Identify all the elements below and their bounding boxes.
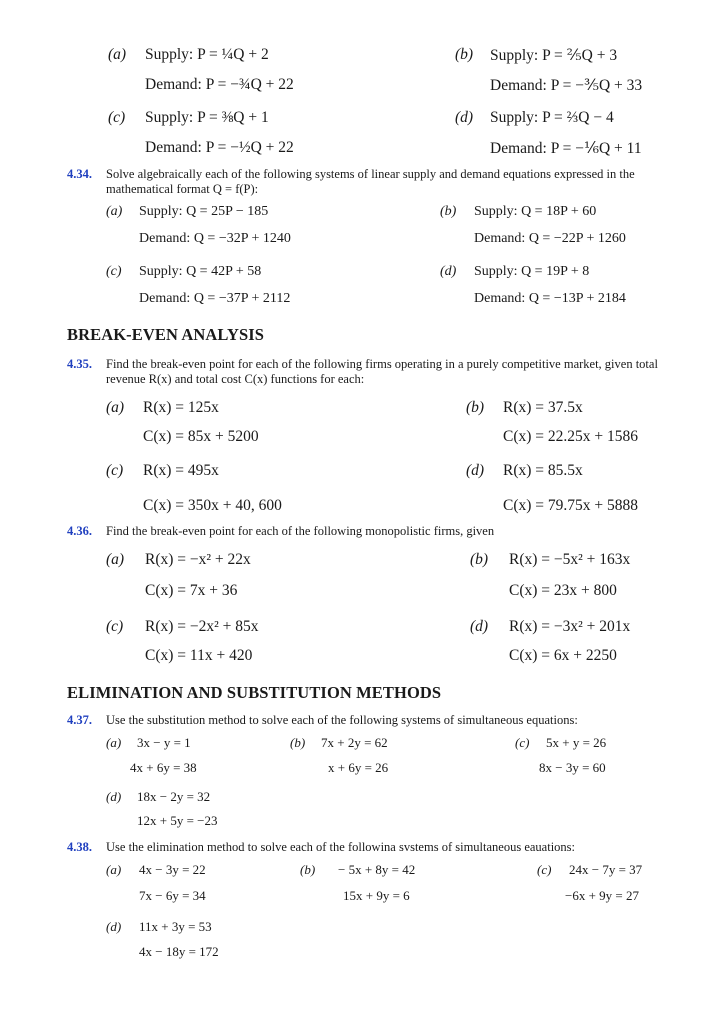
- item-label: (c): [108, 109, 126, 126]
- supply-equation: Supply: P = ⅔Q − 4: [490, 109, 614, 126]
- equation-2: 4x + 6y = 38: [130, 760, 197, 775]
- item-label: (a): [106, 399, 125, 416]
- equation-2: 12x + 5y = −23: [137, 813, 218, 828]
- problem-number: 4.38.: [67, 840, 92, 854]
- supply-equation: Supply: Q = 42P + 58: [139, 264, 262, 279]
- item-label: (b): [455, 46, 474, 63]
- cost-function: C(x) = 85x + 5200: [143, 428, 259, 445]
- section-heading-elimination: ELIMINATION AND SUBSTITUTION METHODS: [67, 683, 442, 702]
- cost-function: C(x) = 22.25x + 1586: [503, 428, 639, 445]
- item-label: (c): [537, 862, 552, 877]
- equation-2: 7x − 6y = 34: [139, 888, 206, 903]
- cost-function: C(x) = 23x + 800: [509, 582, 617, 599]
- equation-2: x + 6y = 26: [328, 760, 389, 775]
- item-label: (d): [106, 789, 122, 804]
- cost-function: C(x) = 350x + 40, 600: [143, 497, 282, 514]
- supply-equation: Supply: Q = 19P + 8: [474, 264, 590, 279]
- demand-equation: Demand: P = −½Q + 22: [145, 139, 294, 156]
- item-label: (a): [106, 735, 122, 750]
- item-label: (b): [300, 862, 316, 877]
- demand-equation: Demand: Q = −37P + 2112: [139, 291, 291, 306]
- demand-equation: Demand: P = −⅙Q + 11: [490, 140, 642, 157]
- equation-1: 11x + 3y = 53: [139, 919, 212, 934]
- demand-equation: Demand: P = −⅗Q + 33: [490, 77, 643, 94]
- item-label: (b): [470, 551, 489, 568]
- problem-text: Solve algebraically each of the following systems of linear supply and demand equations expressed in the mathematical format Q = f(P):: [106, 167, 635, 196]
- item-label: (d): [470, 618, 489, 635]
- item-label: (a): [106, 862, 122, 877]
- revenue-function: R(x) = 125x: [143, 399, 219, 416]
- equation-1: 18x − 2y = 32: [137, 789, 211, 804]
- revenue-function: R(x) = 495x: [143, 462, 219, 479]
- problem-text: Find the break-even point for each of the following monopolistic firms, given: [106, 524, 495, 538]
- problem-number: 4.36.: [67, 524, 92, 538]
- equation-1: 5x + y = 26: [546, 735, 607, 750]
- supply-equation: Supply: P = ⅜Q + 1: [145, 109, 269, 126]
- revenue-function: R(x) = −2x² + 85x: [145, 618, 259, 635]
- item-label: (d): [466, 462, 485, 479]
- equation-1: 4x − 3y = 22: [139, 862, 206, 877]
- problem-text: Find the break-even point for each of the following firms operating in a purely competitive market, given total revenue R(x) and total cost C(x) functions for each:: [106, 357, 658, 386]
- equation-1: 3x − y = 1: [137, 735, 191, 750]
- revenue-function: R(x) = −5x² + 163x: [509, 551, 631, 568]
- item-label: (c): [515, 735, 530, 750]
- item-label: (c): [106, 264, 122, 279]
- item-label: (b): [440, 204, 457, 219]
- item-label: (d): [440, 264, 457, 279]
- problem-text: Use the substitution method to solve each of the following systems of simultaneous equations:: [106, 713, 578, 727]
- supply-equation: Supply: P = ¼Q + 2: [145, 46, 269, 63]
- revenue-function: R(x) = 37.5x: [503, 399, 583, 416]
- cost-function: C(x) = 7x + 36: [145, 582, 238, 599]
- demand-equation: Demand: Q = −32P + 1240: [139, 231, 291, 246]
- item-label: (c): [106, 618, 124, 635]
- cost-function: C(x) = 11x + 420: [145, 647, 253, 664]
- revenue-function: R(x) = −3x² + 201x: [509, 618, 631, 635]
- item-label: (d): [106, 919, 122, 934]
- supply-equation: Supply: P = ⅖Q + 3: [490, 47, 618, 64]
- equation-1: 7x + 2y = 62: [321, 735, 388, 750]
- equation-1: − 5x + 8y = 42: [338, 862, 416, 877]
- item-label: (c): [106, 462, 124, 479]
- item-label: (d): [455, 109, 474, 126]
- equation-2: 4x − 18y = 172: [139, 944, 219, 959]
- equation-2: 15x + 9y = 6: [343, 888, 410, 903]
- supply-equation: Supply: Q = 18P + 60: [474, 204, 597, 219]
- problem-number: 4.37.: [67, 713, 92, 727]
- problem-text: Use the elimination method to solve each of the followina svstems of simultaneous eauations:: [106, 840, 576, 854]
- equation-1: 24x − 7y = 37: [569, 862, 643, 877]
- item-label: (b): [466, 399, 485, 416]
- revenue-function: R(x) = 85.5x: [503, 462, 583, 479]
- item-label: (a): [106, 551, 125, 568]
- problem-number: 4.35.: [67, 357, 92, 371]
- problem-number: 4.34.: [67, 167, 92, 181]
- revenue-function: R(x) = −x² + 22x: [145, 551, 251, 568]
- supply-equation: Supply: Q = 25P − 185: [139, 204, 269, 219]
- demand-equation: Demand: Q = −13P + 2184: [474, 291, 626, 306]
- equation-2: 8x − 3y = 60: [539, 760, 606, 775]
- item-label: (a): [106, 204, 123, 219]
- cost-function: C(x) = 79.75x + 5888: [503, 497, 639, 514]
- section-heading-breakeven: BREAK-EVEN ANALYSIS: [67, 325, 265, 344]
- equation-2: −6x + 9y = 27: [565, 888, 639, 903]
- demand-equation: Demand: P = −¾Q + 22: [145, 76, 294, 93]
- item-label: (a): [108, 46, 127, 63]
- item-label: (b): [290, 735, 306, 750]
- demand-equation: Demand: Q = −22P + 1260: [474, 231, 626, 246]
- cost-function: C(x) = 6x + 2250: [509, 647, 617, 664]
